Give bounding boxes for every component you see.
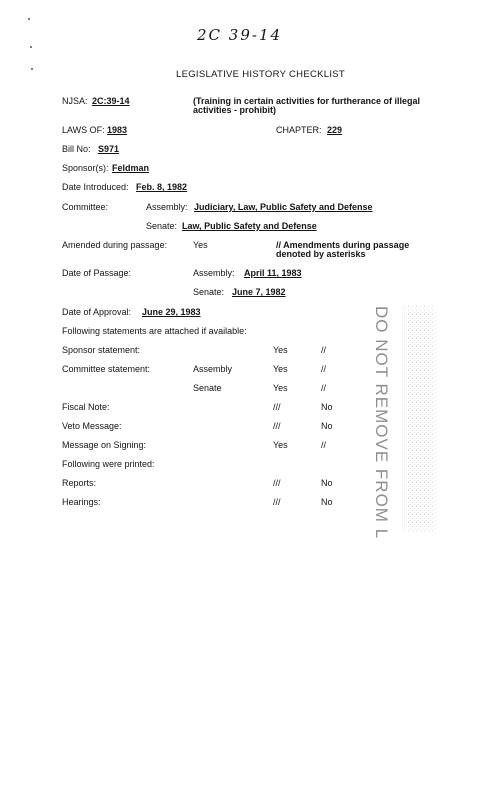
committee-statement-assembly-label: Assembly xyxy=(193,364,233,374)
committee-statement-senate-yes: Yes xyxy=(273,383,288,393)
sponsor-statement-label: Sponsor statement: xyxy=(62,345,141,355)
library-stamp-text: DO NOT REMOVE FROM LIBRARY xyxy=(372,306,391,540)
njsa-description-line1: (Training in certain activities for furtherance of illegal xyxy=(193,96,421,106)
veto-message-label: Veto Message: xyxy=(62,421,122,431)
scan-speck xyxy=(28,18,30,20)
message-on-signing-label: Message on Signing: xyxy=(62,440,147,450)
date-of-approval-label: Date of Approval: xyxy=(62,307,132,317)
reports-no: No xyxy=(321,478,333,488)
date-of-approval-value: June 29, 1983 xyxy=(142,307,201,317)
passage-assembly-value: April 11, 1983 xyxy=(244,268,302,278)
chapter-value: 229 xyxy=(327,125,343,135)
page-title: LEGISLATIVE HISTORY CHECKLIST xyxy=(176,69,346,80)
sponsor-statement-yes: Yes xyxy=(273,345,288,355)
laws-of-value: 1983 xyxy=(107,125,128,135)
hearings-no: No xyxy=(321,497,333,507)
veto-message-yes: /// xyxy=(273,421,281,431)
njsa-description-line2: activities - prohibit) xyxy=(193,105,277,115)
passage-assembly-label: Assembly: xyxy=(193,268,235,278)
committee-statement-assembly-yes: Yes xyxy=(273,364,288,374)
date-of-passage-label: Date of Passage: xyxy=(62,268,132,278)
fiscal-note-no: No xyxy=(321,402,333,412)
amended-label: Amended during passage: xyxy=(62,240,168,250)
committee-label: Committee: xyxy=(62,202,109,212)
committee-statement-label: Committee statement: xyxy=(62,364,151,374)
fiscal-note-label: Fiscal Note: xyxy=(62,402,110,412)
committee-statement-assembly-no: // xyxy=(321,364,327,374)
library-stamp xyxy=(364,302,444,540)
message-on-signing-no: // xyxy=(321,440,327,450)
committee-senate-label: Senate: xyxy=(146,221,178,231)
committee-assembly-value: Judiciary, Law, Public Safety and Defense xyxy=(194,202,373,212)
committee-statement-senate-label: Senate xyxy=(193,383,222,393)
amended-note-line2: denoted by asterisks xyxy=(276,249,366,259)
following-printed-heading: Following were printed: xyxy=(62,459,155,469)
bill-no-value: S971 xyxy=(98,144,120,154)
sponsor-statement-no: // xyxy=(321,345,327,355)
sponsor-value: Feldman xyxy=(112,163,150,173)
njsa-value: 2C:39-14 xyxy=(92,96,130,106)
fiscal-note-yes: /// xyxy=(273,402,281,412)
scan-speck xyxy=(30,46,32,48)
njsa-label: NJSA: xyxy=(62,96,88,106)
date-introduced-value: Feb. 8, 1982 xyxy=(136,182,188,192)
passage-senate-value: June 7, 1982 xyxy=(232,287,286,297)
committee-assembly-label: Assembly: xyxy=(146,202,188,212)
chapter-label: CHAPTER: xyxy=(276,125,322,135)
handwritten-reference: 2C 39-14 xyxy=(197,26,283,44)
date-introduced-label: Date Introduced: xyxy=(62,182,129,192)
hearings-yes: /// xyxy=(273,497,281,507)
reports-yes: /// xyxy=(273,478,281,488)
committee-senate-value: Law, Public Safety and Defense xyxy=(182,221,317,231)
reports-label: Reports: xyxy=(62,478,97,488)
sponsor-label: Sponsor(s): xyxy=(62,163,109,173)
following-statements-heading: Following statements are attached if available: xyxy=(62,326,247,336)
amended-value: Yes xyxy=(193,240,208,250)
laws-of-label: LAWS OF: xyxy=(62,125,105,135)
bill-no-label: Bill No: xyxy=(62,144,91,154)
library-stamp-graphic xyxy=(364,302,444,540)
veto-message-no: No xyxy=(321,421,333,431)
amended-note-line1: // Amendments during passage xyxy=(276,240,410,250)
hearings-label: Hearings: xyxy=(62,497,101,507)
passage-senate-label: Senate: xyxy=(193,287,225,297)
committee-statement-senate-no: // xyxy=(321,383,327,393)
scan-speck xyxy=(31,68,33,70)
message-on-signing-yes: Yes xyxy=(273,440,288,450)
